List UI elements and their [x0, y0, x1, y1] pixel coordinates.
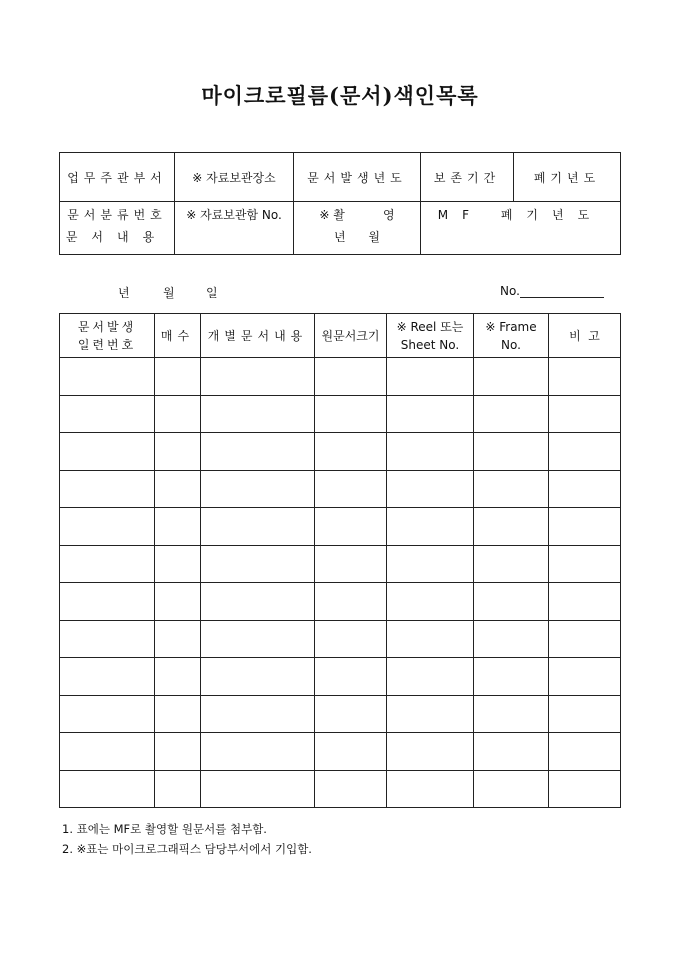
- table-cell[interactable]: [549, 770, 621, 808]
- storage-place-label: ※ 자료보관장소: [175, 153, 294, 202]
- table-cell[interactable]: [60, 433, 155, 471]
- class-content-cell: [60, 202, 175, 255]
- table-row: [60, 620, 621, 658]
- table-cell[interactable]: [155, 395, 201, 433]
- issue-year-label: 문서발생년도: [294, 153, 421, 202]
- date-day: 일: [206, 286, 218, 300]
- table-cell[interactable]: [315, 508, 387, 546]
- table-cell[interactable]: [201, 433, 315, 471]
- table-cell[interactable]: [387, 395, 474, 433]
- table-cell[interactable]: [315, 433, 387, 471]
- shoot-date: 년 월: [333, 230, 381, 244]
- table-cell[interactable]: [155, 508, 201, 546]
- table-cell[interactable]: [549, 658, 621, 696]
- page-title: 마이크로필름(문서)색인목록: [201, 83, 479, 108]
- table-cell[interactable]: [155, 583, 201, 621]
- table-cell[interactable]: [549, 583, 621, 621]
- table-cell[interactable]: [549, 620, 621, 658]
- table-cell[interactable]: [315, 358, 387, 396]
- table-cell[interactable]: [201, 508, 315, 546]
- table-cell[interactable]: [201, 545, 315, 583]
- table-cell[interactable]: [315, 545, 387, 583]
- retention-label: 보존기간: [421, 153, 514, 202]
- table-cell[interactable]: [60, 470, 155, 508]
- index-table: [59, 313, 621, 808]
- disposal-year-label: 폐기년도: [514, 153, 621, 202]
- table-cell[interactable]: [474, 470, 549, 508]
- table-cell[interactable]: [201, 395, 315, 433]
- table-cell[interactable]: [155, 620, 201, 658]
- storage-box-label: ※ 자료보관함 No.: [175, 202, 294, 255]
- table-cell[interactable]: [201, 733, 315, 771]
- table-cell[interactable]: [474, 508, 549, 546]
- table-cell[interactable]: [387, 620, 474, 658]
- table-cell[interactable]: [155, 733, 201, 771]
- table-cell[interactable]: [387, 545, 474, 583]
- date-year: 년: [118, 286, 130, 300]
- content-label: 문서내용: [65, 230, 169, 244]
- table-cell[interactable]: [315, 658, 387, 696]
- note-1: 1. 표에는 MF로 촬영할 원문서를 첨부함.: [62, 822, 267, 836]
- col-serial: 문서발생 일련번호: [60, 314, 155, 358]
- table-cell[interactable]: [474, 358, 549, 396]
- table-row: [60, 770, 621, 808]
- table-cell[interactable]: [474, 433, 549, 471]
- table-cell[interactable]: [155, 770, 201, 808]
- table-cell[interactable]: [315, 470, 387, 508]
- table-row: [60, 358, 621, 396]
- table-row: [60, 470, 621, 508]
- table-cell[interactable]: [549, 695, 621, 733]
- table-cell[interactable]: [387, 358, 474, 396]
- class-no-label: 문서분류번호: [67, 208, 167, 222]
- table-cell[interactable]: [549, 508, 621, 546]
- table-cell[interactable]: [315, 395, 387, 433]
- table-cell[interactable]: [315, 695, 387, 733]
- table-cell[interactable]: [155, 545, 201, 583]
- table-cell[interactable]: [474, 733, 549, 771]
- table-cell[interactable]: [387, 770, 474, 808]
- table-cell[interactable]: [387, 695, 474, 733]
- date-month: 월: [163, 286, 175, 300]
- notes: [62, 819, 312, 859]
- col-size: 원문서크기: [315, 314, 387, 358]
- table-cell[interactable]: [60, 770, 155, 808]
- col-count: 매수: [155, 314, 201, 358]
- table-row: [60, 508, 621, 546]
- table-cell[interactable]: [60, 620, 155, 658]
- table-cell[interactable]: [387, 508, 474, 546]
- mf-disposal-label: MF 폐기년도: [421, 202, 621, 255]
- header-table: [59, 152, 621, 255]
- col-frame: ※ Frame No.: [474, 314, 549, 358]
- table-row: [60, 733, 621, 771]
- table-cell[interactable]: [474, 695, 549, 733]
- note-2: 2. ※표는 마이크로그래픽스 담당부서에서 기입함.: [62, 842, 312, 856]
- table-cell[interactable]: [387, 433, 474, 471]
- table-cell[interactable]: [315, 620, 387, 658]
- table-cell[interactable]: [315, 583, 387, 621]
- table-row: [60, 545, 621, 583]
- table-cell[interactable]: [155, 658, 201, 696]
- table-cell[interactable]: [549, 470, 621, 508]
- col-remarks: 비 고: [549, 314, 621, 358]
- table-cell[interactable]: [60, 695, 155, 733]
- document-number: [500, 284, 604, 298]
- table-cell[interactable]: [549, 545, 621, 583]
- table-cell[interactable]: [201, 358, 315, 396]
- table-cell[interactable]: [474, 395, 549, 433]
- table-cell[interactable]: [315, 733, 387, 771]
- table-cell[interactable]: [60, 395, 155, 433]
- table-cell[interactable]: [549, 395, 621, 433]
- table-cell[interactable]: [315, 770, 387, 808]
- table-cell[interactable]: [155, 695, 201, 733]
- no-blank[interactable]: [520, 285, 604, 298]
- table-row: [60, 433, 621, 471]
- table-cell[interactable]: [155, 358, 201, 396]
- table-cell[interactable]: [387, 733, 474, 771]
- table-cell[interactable]: [60, 733, 155, 771]
- table-row: [60, 658, 621, 696]
- shoot-label: ※ 촬 영: [319, 208, 395, 222]
- table-cell[interactable]: [60, 358, 155, 396]
- table-cell[interactable]: [474, 658, 549, 696]
- table-cell[interactable]: [387, 658, 474, 696]
- table-cell[interactable]: [155, 470, 201, 508]
- table-cell[interactable]: [549, 433, 621, 471]
- table-row: [60, 695, 621, 733]
- table-cell[interactable]: [155, 433, 201, 471]
- table-cell[interactable]: [474, 545, 549, 583]
- table-cell[interactable]: [474, 770, 549, 808]
- table-cell[interactable]: [387, 583, 474, 621]
- col-content: 개별문서내용: [201, 314, 315, 358]
- table-cell[interactable]: [201, 695, 315, 733]
- no-label: No.: [500, 284, 520, 298]
- table-row: [60, 395, 621, 433]
- table-row: [60, 583, 621, 621]
- col-reel: ※ Reel 또는 Sheet No.: [387, 314, 474, 358]
- table-cell[interactable]: [549, 733, 621, 771]
- table-cell[interactable]: [201, 470, 315, 508]
- table-cell[interactable]: [60, 583, 155, 621]
- dept-label: 업무주관부서: [60, 153, 175, 202]
- table-cell[interactable]: [201, 658, 315, 696]
- table-cell[interactable]: [201, 620, 315, 658]
- table-cell[interactable]: [201, 583, 315, 621]
- table-cell[interactable]: [474, 620, 549, 658]
- table-cell[interactable]: [60, 508, 155, 546]
- table-cell[interactable]: [474, 583, 549, 621]
- table-cell[interactable]: [387, 470, 474, 508]
- table-cell[interactable]: [60, 658, 155, 696]
- shoot-cell: [294, 202, 421, 255]
- table-cell[interactable]: [549, 358, 621, 396]
- table-cell[interactable]: [201, 770, 315, 808]
- table-cell[interactable]: [60, 545, 155, 583]
